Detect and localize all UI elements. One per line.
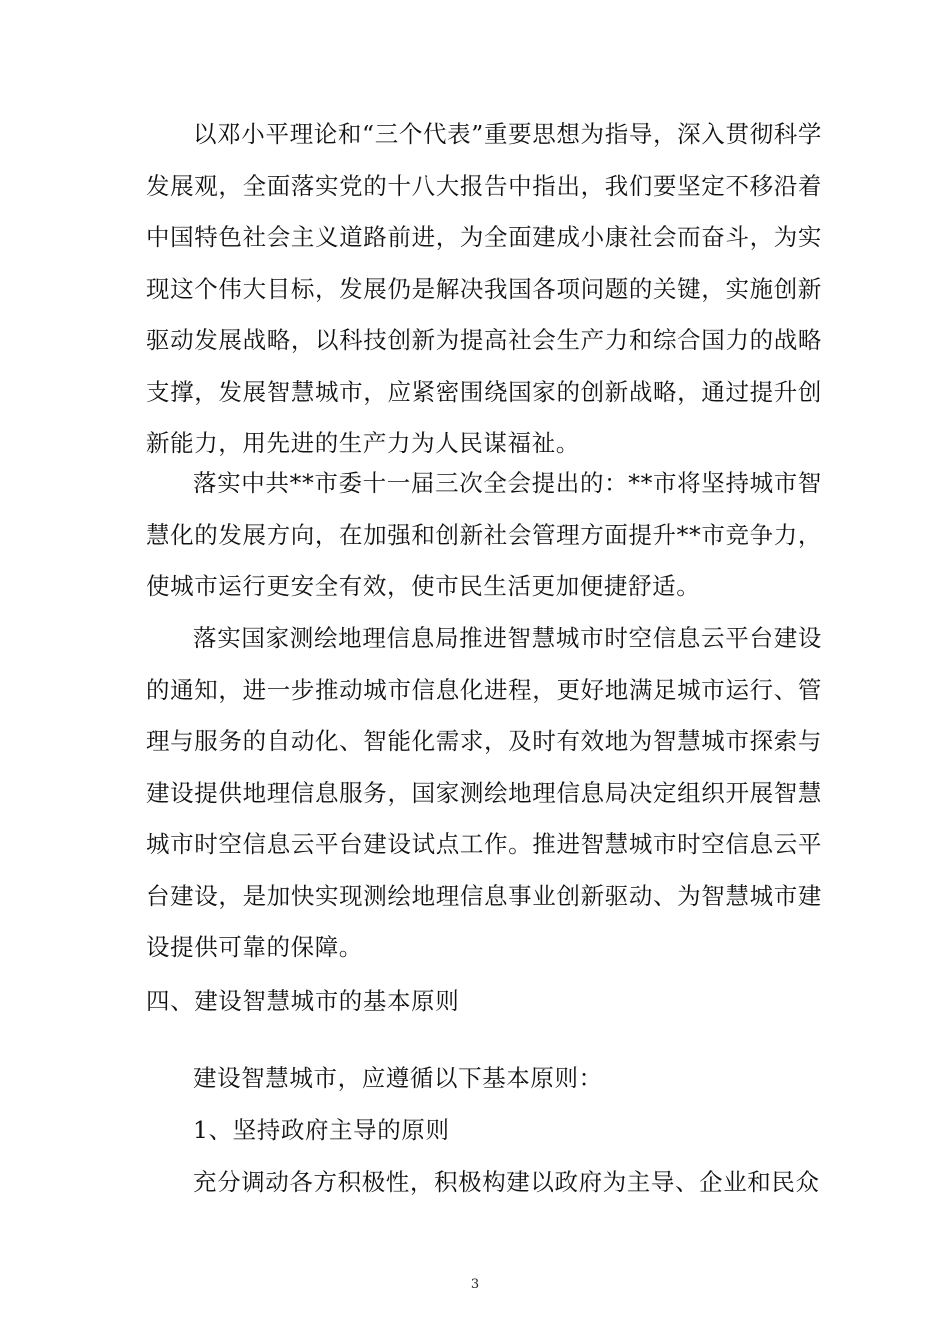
body-paragraph xyxy=(146,109,822,470)
page-number: 3 xyxy=(470,1277,480,1292)
paragraph-municipal-plenary: 落实中共**市委十一届三次全会提出的：**市将坚持城市智慧化的发展方向，在加强和创新社会管理方面提升**市竞争力，使城市运行更安全有效，使市民生活更加便捷舒适。 xyxy=(146,469,822,600)
principle-item-title: 1、坚持政府主导的原则 xyxy=(193,1116,450,1144)
body-paragraph xyxy=(146,458,822,613)
body-paragraph xyxy=(146,613,822,974)
paragraph-cloud-platform: 落实国家测绘地理信息局推进智慧城市时空信息云平台建设的通知，进一步推动城市信息化进程，更好地满足城市运行、管理与服务的自动化、智能化需求，及时有效地为智慧城市探索与建设提供地理信息服务，国家测绘地理信息局决定组织开展智慧城市时空信息云平台建设试点工作。推进智慧城市时空信息云平台建设，是加快实现测绘地理信息事业创新驱动、为智慧城市建设提供可靠的保障。 xyxy=(146,624,822,961)
section-heading: 四、建设智慧城市的基本原则 xyxy=(146,987,460,1015)
paragraph-guiding-ideology: 以邓小平理论和“三个代表”重要思想为指导，深入贯彻科学发展观，全面落实党的十八大报告中指出，我们要坚定不移沿着中国特色社会主义道路前进，为全面建成小康社会而奋斗，为实现这个伟大目标，发展仍是解决我国各项问题的关键，实施创新驱动发展战略，以科技创新为提高社会生产力和综合国力的战略支撑，发展智慧城市，应紧密围绕国家的创新战略，通过提升创新能力，用先进的生产力为人民谋福祉。 xyxy=(146,120,822,457)
section-intro: 建设智慧城市，应遵循以下基本原则： xyxy=(193,1064,603,1092)
principle-item-body: 充分调动各方积极性，积极构建以政府为主导、企业和民众 xyxy=(193,1168,820,1196)
